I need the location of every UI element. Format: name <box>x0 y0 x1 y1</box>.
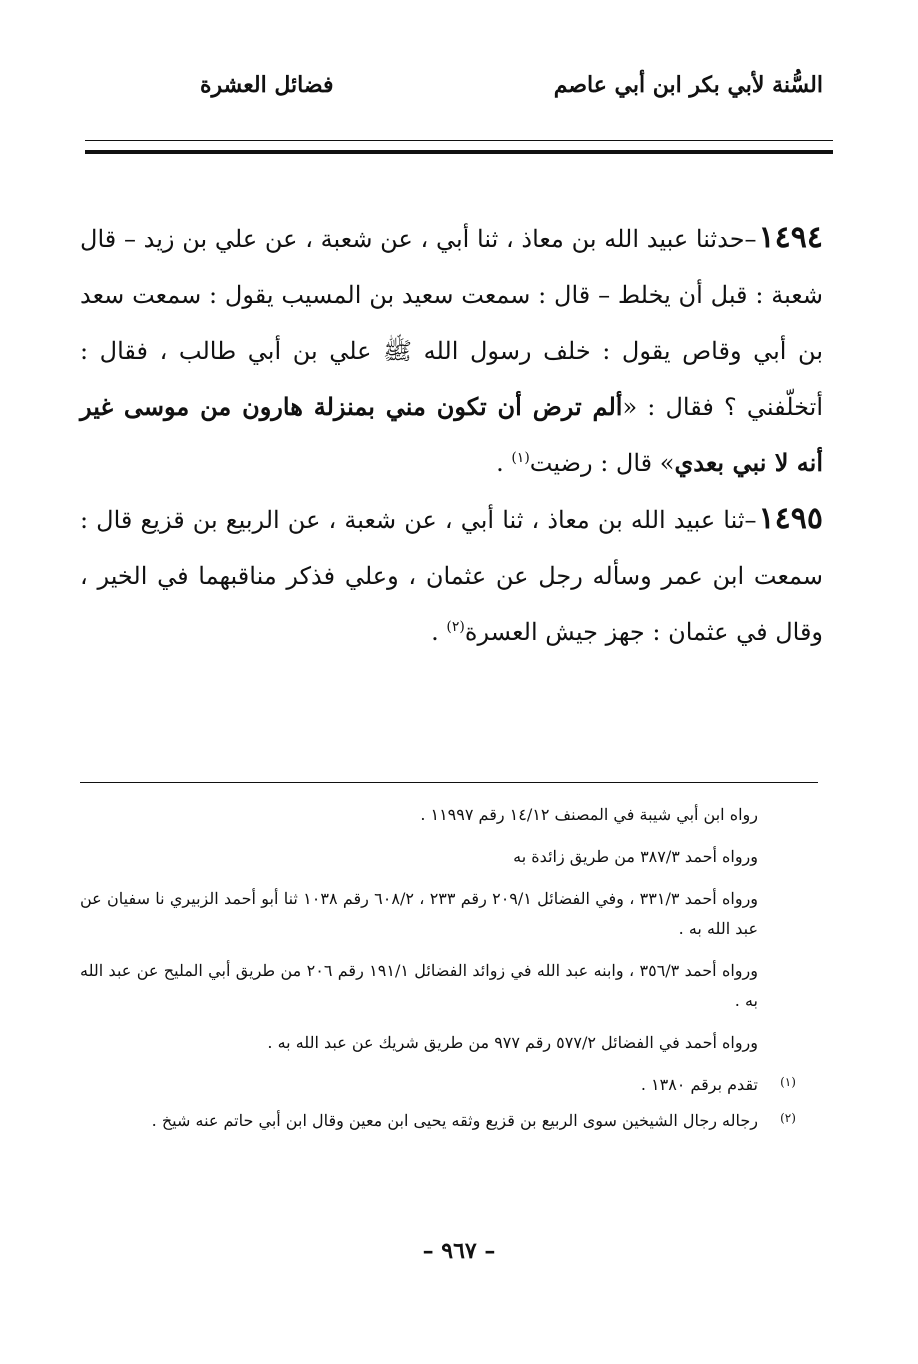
hadith-1495 <box>80 491 823 660</box>
footnote-line: ورواه أحمد ٣٣١/٣ ، وفي الفضائل ٢٠٩/١ رقم ٢٣٣ ، ٦٠٨/٢ رقم ١٠٣٨ ثنا أبو أحمد الزبيري نا سفيان عن عبد الله به . <box>80 889 759 938</box>
hadith-ending: . <box>496 449 512 477</box>
footnote-line: رواه ابن أبي شيبة في المصنف ١٤/١٢ رقم ١١٩٩٧ . <box>420 805 758 824</box>
footnote-line: ورواه أحمد ٣٨٧/٣ من طريق زائدة به <box>513 847 758 866</box>
footnote-text: رجاله رجال الشيخين سوى الربيع بن قزيع وثقه يحيى ابن معين وقال ابن أبي حاتم عنه شيخ . <box>151 1111 758 1130</box>
hadith-number: ١٤٩٤ <box>758 220 823 255</box>
footnote-line: ورواه أحمد في الفضائل ٥٧٧/٢ رقم ٩٧٧ من طريق شريك عن عبد الله به . <box>267 1033 758 1052</box>
main-text <box>80 210 823 660</box>
footnote-mark: (١) <box>780 1075 796 1089</box>
running-header <box>200 72 823 98</box>
page-number: – ٩٦٧ – <box>422 1238 496 1264</box>
hadith-number: ١٤٩٥ <box>758 501 823 536</box>
footnote-separator <box>80 782 818 783</box>
header-rule-thick <box>85 150 833 154</box>
hadith-matn: ألم ترض أن تكون مني بمنزلة هارون من موسى غير أنه لا نبي بعدي <box>80 392 823 477</box>
footnote-text: تقدم برقم ١٣٨٠ . <box>640 1075 758 1094</box>
hadith-tail: » قال : رضيت <box>529 449 675 477</box>
chapter-title: فضائل العشرة <box>200 72 334 98</box>
hadith-ending: . <box>431 618 447 646</box>
footnote-ref: (١) <box>511 450 530 466</box>
footnote-mark: (٢) <box>780 1111 796 1125</box>
footnote-2 <box>80 1106 818 1136</box>
hadith-isnad: –حدثنا عبيد الله بن معاذ ، ثنا أبي ، عن شعبة ، عن علي بن زيد – قال شعبة : قبل أن يخلط – قال : سمعت سعيد بن المسيب يقول : سمعت سعد بن أبي وقاص يقول : خلف رسول الله ﷺ علي بن أبي طالب ، فقال : أتخلّفني ؟ فقال : « <box>80 225 824 421</box>
header-rule-thin <box>85 140 833 141</box>
footnotes <box>80 800 818 1142</box>
footnote-line: ورواه أحمد ٣٥٦/٣ ، وابنه عبد الله في زوائد الفضائل ١٩١/١ رقم ٢٠٦ من طريق أبي المليح عن عبد الله به . <box>80 961 758 1010</box>
footnote-ref: (٢) <box>446 619 465 635</box>
footnote-1 <box>80 1070 818 1100</box>
hadith-1494 <box>80 210 823 491</box>
hadith-text: –ثنا عبيد الله بن معاذ ، ثنا أبي ، عن شعبة ، عن الربيع بن قزيع قال : سمعت ابن عمر وسأله رجل عن عثمان ، وعلي فذكر مناقبهما في الخير ، وقال في عثمان : جهز جيش العسرة <box>80 506 823 646</box>
book-title: السُّنة لأبي بكر ابن أبي عاصم <box>553 72 823 98</box>
footnote-intro <box>80 800 818 1058</box>
